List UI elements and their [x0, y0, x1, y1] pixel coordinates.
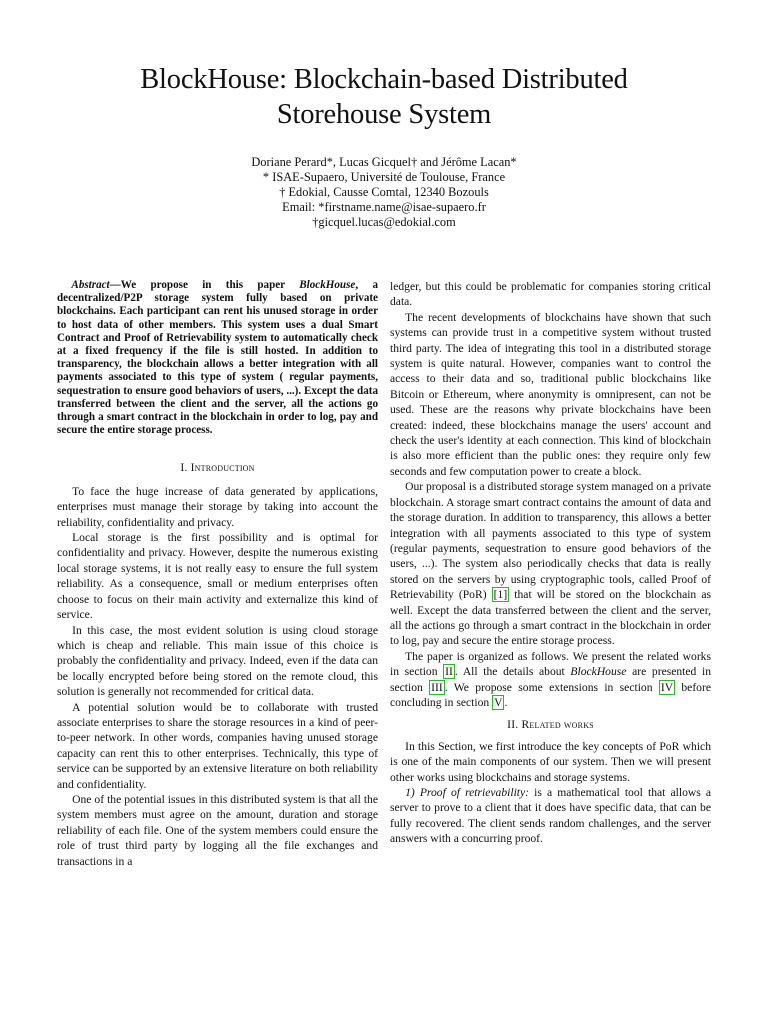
right-column [390, 279, 711, 847]
paper-title [60, 62, 708, 132]
intro-paragraph-7 [390, 479, 711, 648]
abstract-system-name: BlockHouse [299, 279, 356, 291]
related-paragraph-1: In this Section, we first introduce the key concepts of PoR which is one of the main components of our system. Then we will present other works using blockchains and storage systems. [390, 739, 711, 784]
abstract-text: , a decentralized/P2P storage system fully based on private blockchains. Each participant can rent his unused storage in order to host data of other members. This system uses a dual Smart Contract and Proof of Retrievability system to automatically check at a fixed frequency if the file is still hosted. In addition to transparency, the blockchain allows a better integration with all payments associated to this type of system ( regular payments, sequestration to ensure good behaviors of users, ...). Except the data transferred between the client and the server, all the actions go through a smart contract in the blockchain in order to log, pay and secure the entire storage process. [57, 279, 378, 437]
intro-paragraph-6: The recent developments of blockchains have shown that such systems can provide trust in a competitive system without trusted third party. The idea of integrating this tool in a distributed storage system is quite natural. However, companies want to control the access to their data and so, traditional public blockchains like Bitcoin or Ethereum, where anonymity is omnipresent, can not be used. These are the reasons why private blockchains have been created: indeed, these blockchains manage the users' account and check the user's identity at each connection. This kind of blockchain is also more efficient than the public ones: they require only few seconds and few computation power to create a block. [390, 310, 711, 478]
author-names: Doriane Perard*, Lucas Gicquel† and Jérôme Lacan* [251, 155, 517, 169]
paragraph-text: . We propose some extensions in section [444, 680, 659, 694]
paragraph-text: that will be stored on the blockchain as well. Except the data transferred between the client and the server, all the actions go through a smart contract in the blockchain in order to log, pay and secure the entire storage process. [390, 588, 711, 648]
paragraph-text: is a mathematical tool that allows a server to prove to a client that it does have specific data, that can be fully recovered. The client sends random challenges, and the server answers with a concurring proof. [390, 786, 712, 846]
paragraph-text: . [504, 695, 508, 709]
abstract [57, 279, 378, 437]
left-column [57, 279, 378, 869]
system-name: BlockHouse [570, 665, 627, 679]
abstract-dash: —We propose in this paper [109, 279, 300, 291]
intro-paragraph-3: In this case, the most evident solution is using cloud storage which is cheap and reliable. This main issue of this choice is probably the confidentiality and privacy. Indeed, even if the data can be locally encrypted before being stored on the remote cloud, this solution is generally not recommended for critical data. [57, 623, 378, 699]
section-link-ii[interactable]: II [445, 665, 453, 679]
intro-paragraph-5-continued: ledger, but this could be problematic for companies storing critical data. [390, 280, 711, 309]
related-paragraph-2 [390, 785, 711, 847]
intro-paragraph-8 [390, 649, 711, 711]
affiliation-edokial: † Edokial, Causse Comtal, 12340 Bozouls [279, 185, 489, 199]
section-link-v[interactable]: V [494, 695, 503, 709]
author-block [100, 155, 668, 230]
affiliation-isae: * ISAE-Supaero, Université de Toulouse, France [262, 170, 506, 184]
intro-paragraph-4: A potential solution would be to collaborate with trusted associate enterprises to share the storage resources in a kind of peer-to-peer network. In other words, companies having unused storage capacity can rent this to other enterprises. Technically, this type of service can be supported by an extensive literature on both reliability and confidentiality. [57, 700, 378, 791]
title-line-2: Storehouse System [276, 99, 492, 130]
section-heading-introduction: I. Introduction [180, 461, 255, 475]
email-isae: Email: *firstname.name@isae-supaero.fr [282, 200, 486, 214]
email-edokial: †gicquel.lucas@edokial.com [312, 215, 456, 229]
intro-paragraph-1: To face the huge increase of data generated by applications, enterprises must manage their storage by taking into account the reliability, confidentiality and privacy. [57, 484, 378, 529]
paragraph-text: are presented in section [390, 665, 711, 694]
paragraph-text: The paper is organized as follows. We present the related works in section [390, 649, 711, 679]
citation-link-1[interactable]: [1] [493, 588, 508, 602]
abstract-label: Abstract [71, 279, 110, 291]
paragraph-text: Our proposal is a distributed storage system managed on a private blockchain. A storage smart contract contains the amount of data and the storage duration. In addition to transparency, this allows a better integration with all payments associated to this type of system (regular payments, sequestration to ensure good behaviors of the users, ...). The system also periodically checks that data is really stored on the servers by using cryptographic tools, called Proof of Retrievability (PoR) [390, 480, 711, 602]
intro-paragraph-5: One of the potential issues in this distributed system is that all the system members must agree on the amount, duration and storage reliability of each file. One of the system members could ensure the role of trust third party by logging all the file exchanges and transactions in a [57, 792, 378, 868]
intro-paragraph-2: Local storage is the first possibility and is optimal for confidentiality and privacy. However, despite the numerous existing local storage systems, it is not really easy to ensure the full system reliability. As a consequence, small or medium enterprises often choose to focus on their main activity and externalize this kind of service. [57, 531, 378, 622]
subsection-label-por: 1) Proof of retrievability: [405, 786, 530, 799]
section-link-iii[interactable]: III [431, 680, 443, 694]
title-line-1: BlockHouse: Blockchain-based Distributed [140, 64, 628, 95]
section-heading-related-works: II. Related works [507, 718, 594, 732]
paragraph-text: . All the details about [454, 665, 571, 679]
paragraph-text: before concluding in section [390, 680, 711, 709]
section-link-iv[interactable]: IV [660, 680, 674, 694]
